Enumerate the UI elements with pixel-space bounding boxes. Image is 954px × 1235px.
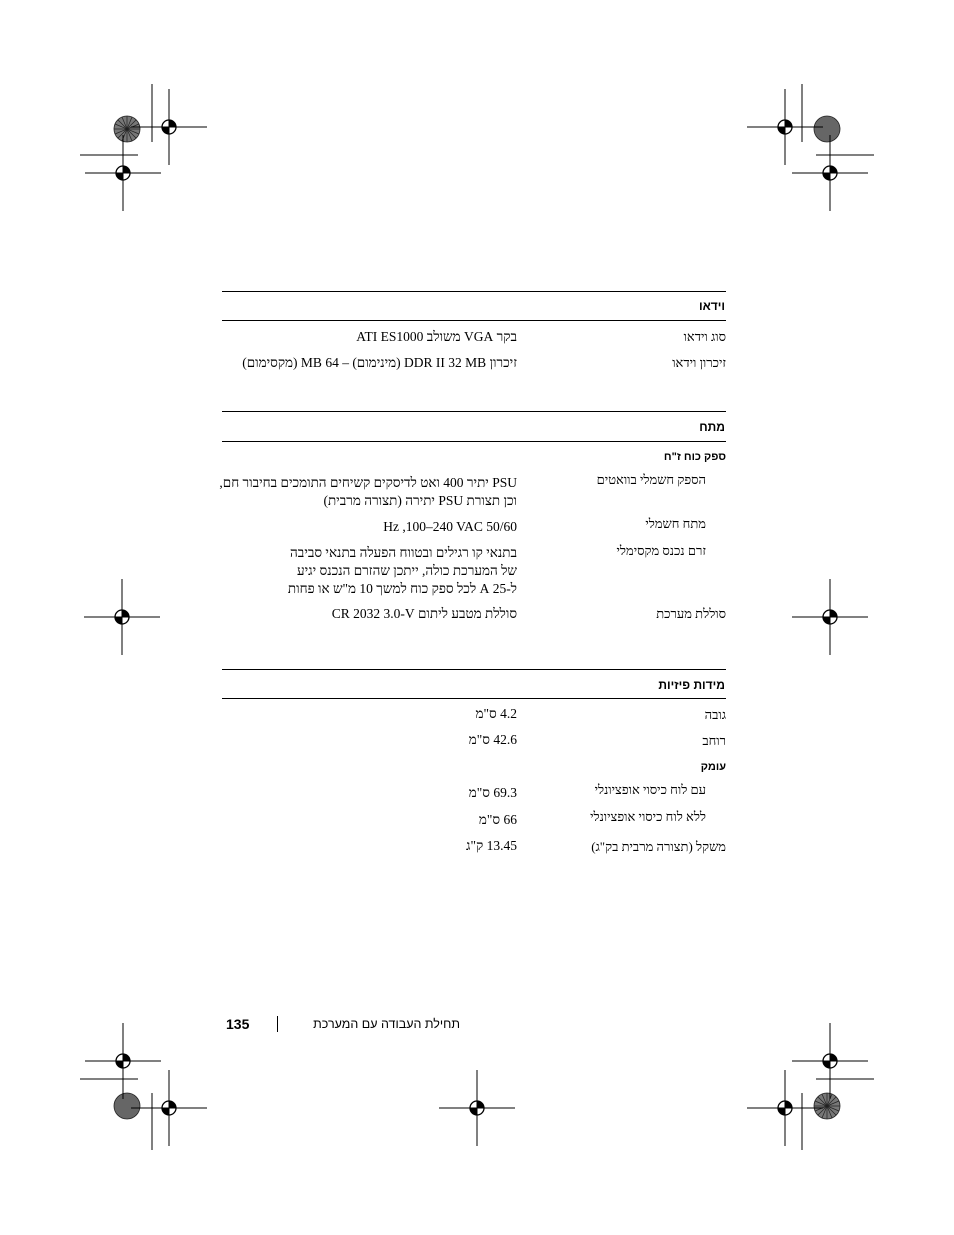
page-number: 135 [226, 1016, 250, 1032]
width-label: רוחב [702, 733, 726, 748]
footer-chapter-title: תחילת העבודה עם המערכת [313, 1017, 460, 1031]
physical-section-title: מידות פיזיות [658, 678, 725, 692]
video-type-value: בקר VGA משולב ATI ES1000 [356, 329, 517, 344]
physical-section-top-rule [222, 669, 726, 670]
footer-separator [277, 1016, 278, 1032]
depth-with-bezel-value: 69.3 ס"מ [468, 785, 517, 800]
depth-with-bezel-label: עם לוח כיסוי אופציונלי [594, 782, 706, 797]
weight-value: 13.45 ק"ג [466, 838, 517, 853]
video-memory-label: זיכרון וידאו [672, 355, 726, 370]
power-max-current-line-3: ל-25 A לכל ספק כוח למשך 10 מ"ש או פחות [287, 581, 517, 596]
width-value: 42.6 ס"מ [468, 732, 517, 747]
power-voltage-line-1: 50/60 Hz ,100–240 VAC [383, 519, 517, 534]
height-value: 4.2 ס"מ [475, 706, 517, 721]
power-wattage-line-2: וכן תצורת PSU יתירה (תצורה מרבית) [323, 493, 517, 508]
power-wattage-label: הספק חשמלי בוואטים [596, 472, 706, 487]
power-section-top-rule [222, 411, 726, 412]
power-max-current-value [217, 544, 517, 598]
height-label: גובה [704, 707, 726, 722]
power-max-current-line-2: של המערכת כולה, ייתכן שהזרם הנכנס יגיע [297, 563, 517, 578]
video-section-header-rule [222, 320, 726, 321]
system-battery-value [217, 605, 517, 623]
video-section-title: וידאו [698, 299, 725, 313]
power-section-title: מתח [699, 420, 725, 434]
weight-label: משקל (תצורה מרבית בק"ג) [591, 839, 726, 854]
depth-without-bezel-label: ללא לוח כיסוי אופציונלי [590, 809, 706, 824]
power-max-current-line-1: בתנאי קו רגילים ובטווח הפעלה בתנאי סביבה [290, 545, 517, 560]
system-battery-label: סוללת מערכת [656, 606, 726, 621]
video-type-label: סוג וידאו [683, 329, 726, 344]
power-wattage-line-1: PSU יתיר 400 ואט לדיסקים קשיחים התומכים בחיבור חם, [219, 475, 517, 490]
video-memory-value: זיכרון DDR II 32 MB (מינימום) – 64 MB (מקסימום) [242, 355, 517, 370]
power-wattage-value [217, 474, 517, 510]
system-battery-line-1: סוללת מטבע ליתום CR 2032 3.0-V [331, 606, 517, 621]
depth-without-bezel-value: 66 ס"מ [478, 812, 517, 827]
power-voltage-label: מתח חשמלי [645, 516, 706, 531]
power-supply-subtitle: ספק כוח ז"ח [663, 451, 726, 463]
power-voltage-value [217, 518, 517, 536]
power-section-header-rule [222, 441, 726, 442]
physical-section-header-rule [222, 698, 726, 699]
video-section-top-rule [222, 291, 726, 292]
power-max-current-label: זרם נכנס מקסימלי [616, 543, 706, 558]
depth-subtitle: עומק [700, 761, 726, 773]
